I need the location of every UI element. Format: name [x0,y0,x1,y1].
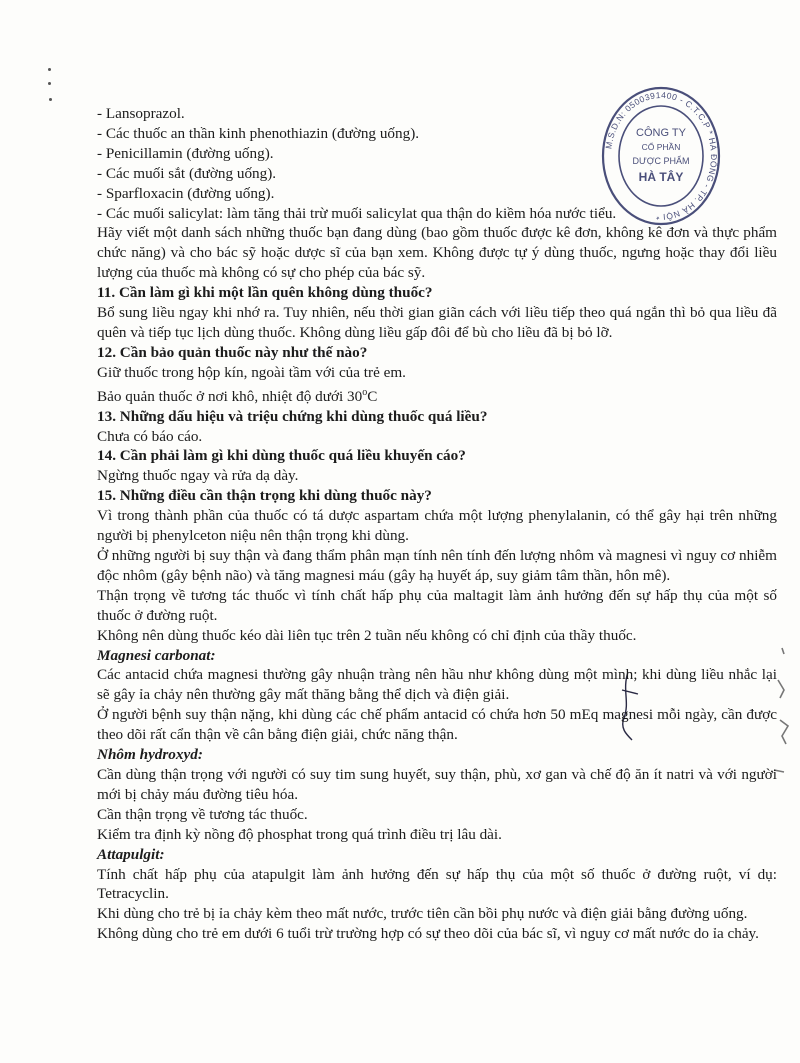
magnesi-paragraph: Các antacid chứa magnesi thường gây nhuận tràng nên hầu như không dùng một mình; khi dùng liều nhắc lại sẽ gây ỉa chảy nên thường gây mất thăng bằng thể dịch và điện giải. [97,666,777,704]
seal-ring-text: M.S.D.N: 0500391400 - C.T.C.P * HÀ ĐÔNG - TP. HÀ NỘI * [603,89,720,223]
nhom-paragraph: Kiểm tra định kỳ nồng độ phosphat trong quá trình điều trị lâu dài. [97,825,502,843]
list-item: - Các muối salicylat: làm tăng thải trừ muối salicylat qua thận do kiềm hóa nước tiểu. [97,204,617,222]
section-13-heading: 13. Những dấu hiệu và triệu chứng khi dùng thuốc quá liều? [97,407,488,425]
attapulgit-paragraph: Không dùng cho trẻ em dưới 6 tuổi trừ trường hợp có sự theo dõi của bác sĩ, vì nguy cơ mất nước do ỉa chảy. [97,925,759,943]
seal-line-4: HÀ TÂY [638,170,684,184]
section-15-heading: 15. Những điều cần thận trọng khi dùng thuốc này? [97,487,432,505]
attapulgit-paragraph: Khi dùng cho trẻ bị ỉa chảy kèm theo mất nước, trước tiên cần bồi phụ nước và điện giải bằng đường uống. [97,905,748,923]
attapulgit-heading: Attapulgit: [97,845,165,863]
section-11-body: Bổ sung liều ngay khi nhớ ra. Tuy nhiên, nếu thời gian giãn cách với liều tiếp theo quá ngắn thì bỏ qua liều đã quên và tiếp tục lịch dùng thuốc. Không dùng liều gấp đôi để bù cho liều đã bị bỏ lỡ. [97,304,777,341]
magnesi-paragraph: Ở người bệnh suy thận nặng, khi dùng các chế phẩm antacid có chứa hơn 50 mEq magnesi mỗi ngày, cần được theo dõi rất cẩn thận về cân bằng điện giải, chức năng thận. [97,706,777,744]
section-14-heading: 14. Cần phải làm gì khi dùng thuốc quá liều khuyến cáo? [97,447,466,465]
storage-temp-suffix: C [367,387,378,405]
section-15-paragraph: Vì trong thành phần của thuốc có tá dược aspartam chứa một lượng phenylalanin, có thể gây hại trên những người bị phenylceton niệu nên thận trọng khi dùng. [97,507,777,545]
interaction-list [97,104,777,223]
list-item: - Các muối sắt (đường uống). [97,164,277,182]
section-12-line-1: Giữ thuốc trong hộp kín, ngoài tầm với của trẻ em. [97,363,406,381]
storage-temp-prefix: Bảo quản thuốc ở nơi khô, nhiệt độ dưới 30 [97,387,363,405]
degree-sup: o [362,386,368,398]
list-item: - Sparfloxacin (đường uống). [97,184,275,202]
section-14-body: Ngừng thuốc ngay và rửa dạ dày. [97,467,299,485]
section-12-heading: 12. Cần bảo quản thuốc này như thế nào? [97,343,368,361]
seal-line-1: CÔNG TY [636,127,686,139]
section-15-paragraph: Ở những người bị suy thận và đang thẩm phân mạn tính nên tính đến lượng nhôm và magnesi vì nguy cơ nhiễm độc nhôm (gây bệnh não) và tăng magnesi máu (gây hạ huyết áp, suy giảm tâm thần, hôn mê). [97,547,777,584]
document-body [97,104,777,944]
scan-speck [49,98,52,101]
magnesi-heading: Magnesi carbonat: [97,646,216,664]
nhom-heading: Nhôm hydroxyd: [97,746,203,764]
section-15-paragraph: Không nên dùng thuốc kéo dài liên tục trên 2 tuần nếu không có chỉ định của thầy thuốc. [97,626,637,644]
attapulgit-paragraph: Tính chất hấp phụ của atapulgit làm ảnh hưởng đến sự hấp thụ của một số thuốc ở đường ruột, ví dụ: Tetracyclin. [97,865,777,903]
seal-line-3: DƯỢC PHẨM [632,156,690,166]
scan-speck [48,82,51,85]
scan-speck [48,68,51,71]
section-13-body: Chưa có báo cáo. [97,427,203,445]
nhom-paragraph: Cần thận trọng về tương tác thuốc. [97,805,308,823]
list-item: - Lansoprazol. [97,105,185,122]
medication-list-advice: Hãy viết một danh sách những thuốc bạn đang dùng (bao gồm thuốc được kê đơn, không kê đơn và thực phẩm chức năng) và cho bác sỹ hoặc dược sĩ của bạn xem. Không được tự ý dùng thuốc, ngưng hoặc thay đổi liều lượng của thuốc mà không có sự cho phép của bác sỹ. [97,224,777,282]
nhom-paragraph: Cần dùng thận trọng với người có suy tim sung huyết, suy thận, phù, xơ gan và chế độ ăn ít natri và với người mới bị chảy máu đường tiêu hóa. [97,765,777,803]
section-11-heading: 11. Cần làm gì khi một lần quên không dùng thuốc? [97,284,433,302]
seal-line-2: CỔ PHẦN [641,142,681,152]
list-item: - Penicillamin (đường uống). [97,144,274,162]
list-item: - Các thuốc an thần kinh phenothiazin (đường uống). [97,124,420,142]
section-15-paragraph: Thận trọng về tương tác thuốc vì tính chất hấp phụ của maltagit làm ảnh hưởng đến sự hấp thụ của một số thuốc ở đường ruột. [97,586,777,624]
section-12-line-2 [97,383,777,407]
